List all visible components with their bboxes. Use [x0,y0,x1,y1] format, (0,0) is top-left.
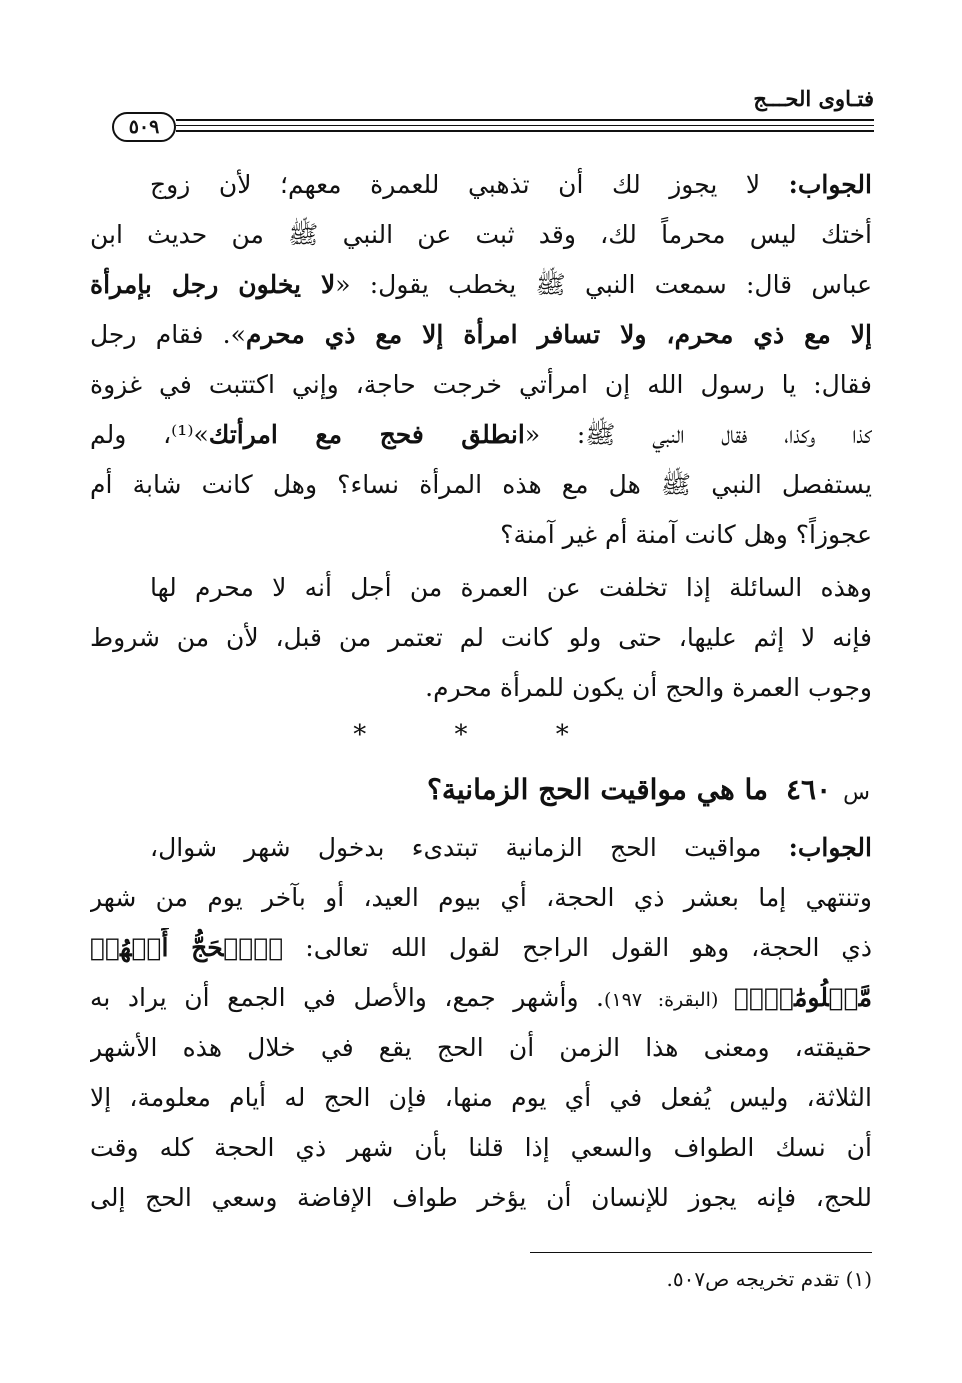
text-line: وتنتهي إما بعشر ذي الحجة، أي بيوم العيد، أو بآخر يوم من شهر [90,883,872,912]
text-span: لا يجوز لك أن تذهبي للعمرة معهم؛ لأن زوج [150,170,789,199]
text-line [150,165,872,205]
text-line [150,828,872,868]
question-text: ما هي مواقيت الحج الزمانية؟ [426,773,769,806]
footnote-ref: »⁽¹⁾ [171,420,209,449]
question-number: ٤٦٠ [786,773,832,806]
footnote-rule [530,1252,872,1253]
text-line [90,415,872,455]
text-span: عباس قال: سمعت النبي ﷺ يخطب يقول: « [335,270,872,299]
header-rule [176,130,874,132]
quran-verse: ﴿ٱلۡحَجُّ أَشۡهُرٞ [90,933,284,962]
quran-verse: مَّعۡلُومَٰتٞۚ﴾ [734,983,872,1012]
text-line: أن نسك الطواف والسعي إذا قلنا بأن شهر ذي الحجة كله وقت [90,1133,872,1162]
text-span: ذي الحجة، وهو القول الراجح لقول الله تعالى: [283,933,872,962]
text-line: حقيقته، ومعنى هذا الزمن أن الحج يقع في خلال هذه الأشهر [90,1033,872,1062]
text-line [90,978,872,1018]
hadith-text: لا يخلون رجل بإمرأة [90,270,336,299]
text-line: فإنه لا إثم عليها، حتى ولو كانت لم تعتمر من قبل، لأن من شروط [90,623,872,652]
text-line: للحج، فإنه يجوز للإنسان أن يؤخر طواف الإفاضة وسعي الحج إلى [90,1183,872,1212]
question-heading [427,768,870,812]
text-line: عجوزاً؟ وهل كانت آمنة أم غير آمنة؟ [500,520,872,549]
text-span: كذا وكذا، فقال النبي ﷺ: « [524,420,872,449]
running-header-title: فتـاوى الحـــج [753,86,874,111]
hadith-text: إلا مع ذي محرم، ولا تسافر امرأة إلا مع ذي محرم [245,320,872,349]
text-span: ، ولم [90,420,172,449]
page-number-badge: ٥٠٩ [112,112,176,142]
text-span: ». فقام رجل [90,320,246,349]
answer-label: الجواب: [788,170,872,199]
text-line: أختك ليس محرماً لك، وقد ثبت عن النبي ﷺ من حديث ابن [90,220,872,249]
text-line: وجوب العمرة والحج أن يكون للمرأة محرم. [425,673,872,702]
verse-reference: (البقرة: ١٩٧) [604,989,734,1011]
text-line: وهذه السائلة إذا تخلفت عن العمرة من أجل أنه لا محرم لها [150,573,872,602]
text-span: . وأشهر جمع، والأصل في الجمع أن يراد به [90,983,605,1012]
text-line [90,928,872,968]
text-line [90,315,872,355]
header-rule [176,119,874,121]
text-line: فقال: يا رسول الله إن امرأتي خرجت حاجة، وإني اكتتبت في غزوة [90,370,872,399]
hadith-text: انطلق فحج مع امرأتك [208,420,525,449]
text-line [90,265,872,305]
section-separator: * * * [353,720,609,750]
header-rule [176,125,874,126]
text-line: يستفصل النبي ﷺ هل مع هذه المرأة نساء؟ وهل كانت شابة أم [90,470,872,499]
answer-label: الجواب: [788,833,872,862]
text-span: مواقيت الحج الزمانية تبتدىء بدخول شهر شوال، [150,833,789,862]
footnote: (١) تقدم تخريجه ص٥٠٧. [666,1267,872,1291]
question-marker: س [843,780,870,805]
text-line: الثلاثة، وليس يُفعل في أي يوم منها، فإن الحج له أيام معلومة، إلا [90,1083,872,1112]
